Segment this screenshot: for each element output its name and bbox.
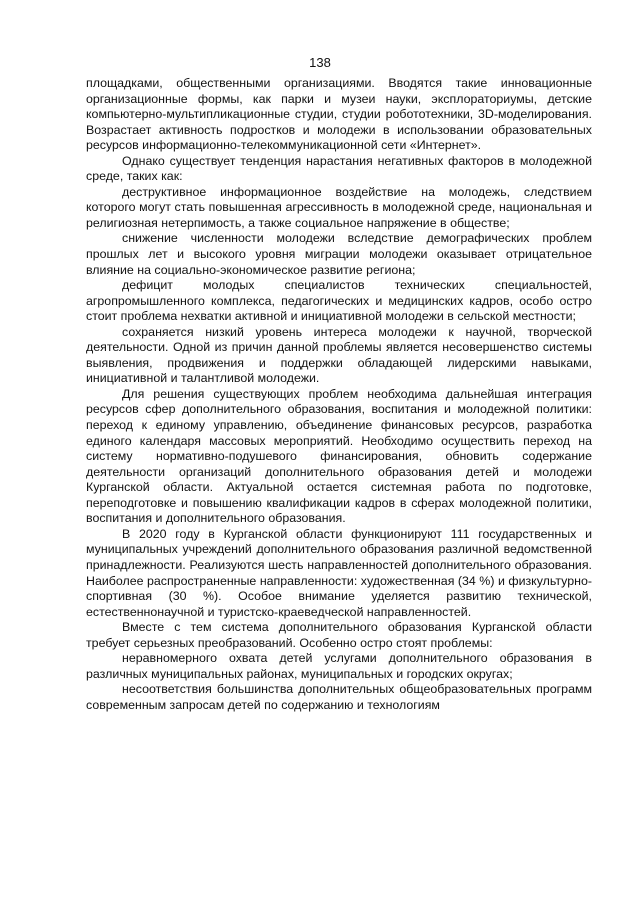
paragraph-10: неравномерного охвата детей услугами дополнительного образования в различных муниципальных районах, муниципальных и городских округах; [86,651,592,681]
paragraph-5: дефицит молодых специалистов технических специальностей, агропромышленного комплекса, педагогических и медицинских кадров, особо остро стоит проблема нехватки активной и инициативной молодежи в сельской местности; [86,278,592,324]
paragraph-2: Однако существует тенденция нарастания негативных факторов в молодежной среде, таких как: [86,153,592,184]
paragraph-9: Вместе с тем система дополнительного образования Курганской области требует серьезных преобразований. Особенно остро стоят проблемы: [86,620,592,650]
paragraph-8: В 2020 году в Курганской области функционируют 111 государственных и муниципальных учреждений дополнительного образования различной ведомственной принадлежности. Реализуются шесть направленностей дополнительного образования. Наиболее распространенные направленности: художественная (34 %) и физкультурно-спортивная (30 %). Особое внимание уделяется развитию технической, естественнонаучной и туристско-краеведческой направленностей. [86,526,592,619]
paragraph-11: несоответствия большинства дополнительных общеобразовательных программ современным запросам детей по содержанию и технологиям [86,682,592,712]
paragraph-7: Для решения существующих проблем необходима дальнейшая интеграция ресурсов сфер дополнительного образования, воспитания и молодежной политики: переход к единому управлению, объединение финансовых ресурсов, разработка единого календаря массовых мероприятий. Необходимо осуществить переход на систему нормативно-подушевого финансирования, обновить содержание деятельности организаций дополнительного образования детей и молодежи Курганской области. Актуальной остается системная работа по подготовке, переподготовке и повышению квалификации кадров в сферах молодежной политики, воспитания и дополнительного образования. [86,386,592,526]
page-number: 138 [309,55,331,70]
paragraph-1: площадками, общественными организациями. Вводятся такие инновационные организационные формы, как парки и музеи науки, эксплораториумы, детские компьютерно-мультипликационные студии, студии робототехники, 3D-моделирования. Возрастает активность подростков и молодежи в использовании образовательных ресурсов информационно-телекоммуникационной сети «Интернет». [86,76,592,153]
page-body [86,76,592,713]
paragraph-6: сохраняется низкий уровень интереса молодежи к научной, творческой деятельности. Одной из причин данной проблемы является несовершенство системы выявления, продвижения и поддержки обладающей лидерскими навыками, инициативной и талантливой молодежи. [86,324,592,386]
paragraph-4: снижение численности молодежи вследствие демографических проблем прошлых лет и высокого уровня миграции молодежи оказывает отрицательное влияние на социально-экономическое развитие региона; [86,231,592,277]
paragraph-3: деструктивное информационное воздействие на молодежь, следствием которого могут стать повышенная агрессивность в молодежной среде, национальная и религиозная нетерпимость, а также социальное напряжение в обществе; [86,184,592,230]
